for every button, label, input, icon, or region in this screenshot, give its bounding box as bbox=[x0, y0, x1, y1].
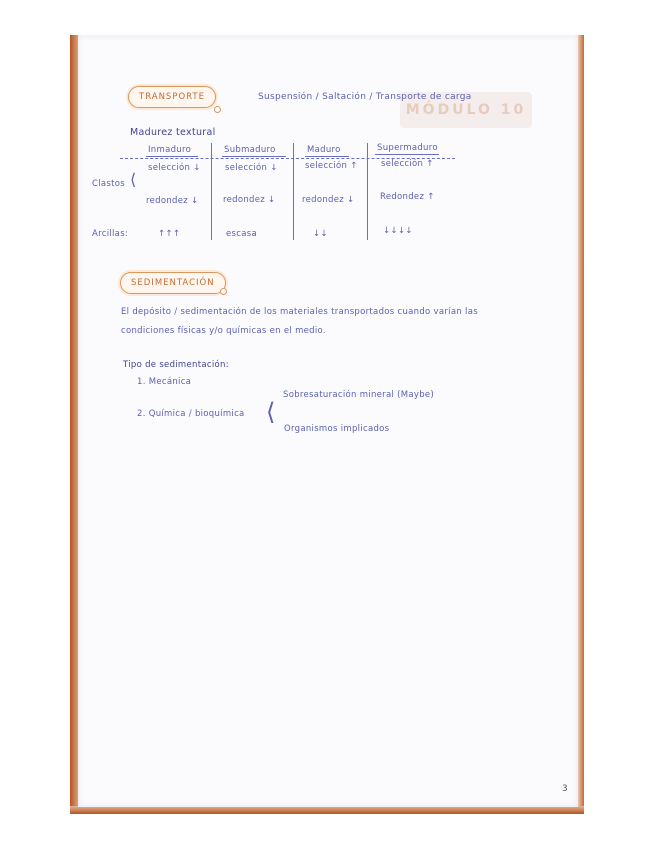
page-edge-left bbox=[70, 35, 78, 813]
madurez-title: Madurez textural bbox=[130, 127, 216, 138]
page-number: 3 bbox=[562, 784, 568, 794]
cell-seleccion-maduro: selección ↑ bbox=[305, 161, 358, 171]
column-separator bbox=[211, 143, 212, 240]
branch-bracket: ⟨ bbox=[130, 170, 137, 189]
bleed-through-stamp: MÓDULO 10 bbox=[400, 92, 532, 128]
cell-seleccion-supermaduro: selección ↑ bbox=[381, 159, 434, 169]
column-separator bbox=[367, 143, 368, 240]
cell-arcillas-submaduro: escasa bbox=[226, 229, 257, 239]
tipo-quimica: 2. Química / bioquímica bbox=[137, 409, 245, 419]
branch-sobresaturacion: Sobresaturación mineral (Maybe) bbox=[283, 390, 435, 400]
branch-organismos: Organismos implicados bbox=[284, 424, 390, 434]
cell-arcillas-maduro: ↓↓ bbox=[313, 229, 328, 239]
cloud-dot-icon bbox=[220, 288, 227, 295]
sedimentacion-definition-line2: condiciones físicas y/o químicas en el medio. bbox=[121, 326, 326, 336]
page-edge-bottom bbox=[70, 806, 584, 814]
sedimentacion-heading bbox=[120, 272, 226, 294]
tipo-mecanica: 1. Mecánica bbox=[137, 377, 192, 387]
page-edge-right bbox=[578, 35, 584, 813]
col-header-inmaduro: Inmaduro bbox=[148, 145, 192, 155]
cell-redondez-inmaduro: redondez ↓ bbox=[146, 196, 199, 206]
cell-redondez-submaduro: redondez ↓ bbox=[223, 195, 276, 205]
cell-arcillas-supermaduro: ↓↓↓↓ bbox=[383, 226, 413, 236]
branch-bracket: ⟨ bbox=[266, 398, 276, 426]
col-header-underline bbox=[375, 154, 439, 155]
sedimentacion-heading-text: SEDIMENTACIÓN bbox=[131, 278, 215, 288]
row-label-clastos: Clastos bbox=[92, 179, 125, 189]
transporte-heading-text: TRANSPORTE bbox=[139, 92, 205, 102]
transporte-types: Suspensión / Saltación / Transporte de carga bbox=[258, 92, 472, 102]
cell-seleccion-submaduro: selección ↓ bbox=[225, 163, 278, 173]
cell-arcillas-inmaduro: ↑↑↑ bbox=[158, 229, 181, 239]
sedimentacion-definition-line1: El depósito / sedimentación de los materiales transportados cuando varían las bbox=[121, 307, 478, 317]
cell-redondez-supermaduro: Redondez ↑ bbox=[380, 192, 435, 202]
col-header-underline bbox=[146, 156, 198, 157]
col-header-underline bbox=[305, 156, 349, 157]
col-header-maduro: Maduro bbox=[307, 145, 341, 155]
col-header-submaduro: Submaduro bbox=[224, 145, 276, 155]
tipos-title: Tipo de sedimentación: bbox=[123, 360, 229, 370]
cloud-dot-icon bbox=[214, 106, 221, 113]
cell-seleccion-inmaduro: selección ↓ bbox=[148, 163, 201, 173]
row-label-arcillas: Arcillas: bbox=[92, 229, 129, 239]
cell-redondez-maduro: redondez ↓ bbox=[302, 195, 355, 205]
col-header-supermaduro: Supermaduro bbox=[377, 143, 438, 153]
transporte-heading bbox=[128, 86, 216, 108]
column-separator bbox=[293, 143, 294, 240]
col-header-underline bbox=[222, 156, 286, 157]
